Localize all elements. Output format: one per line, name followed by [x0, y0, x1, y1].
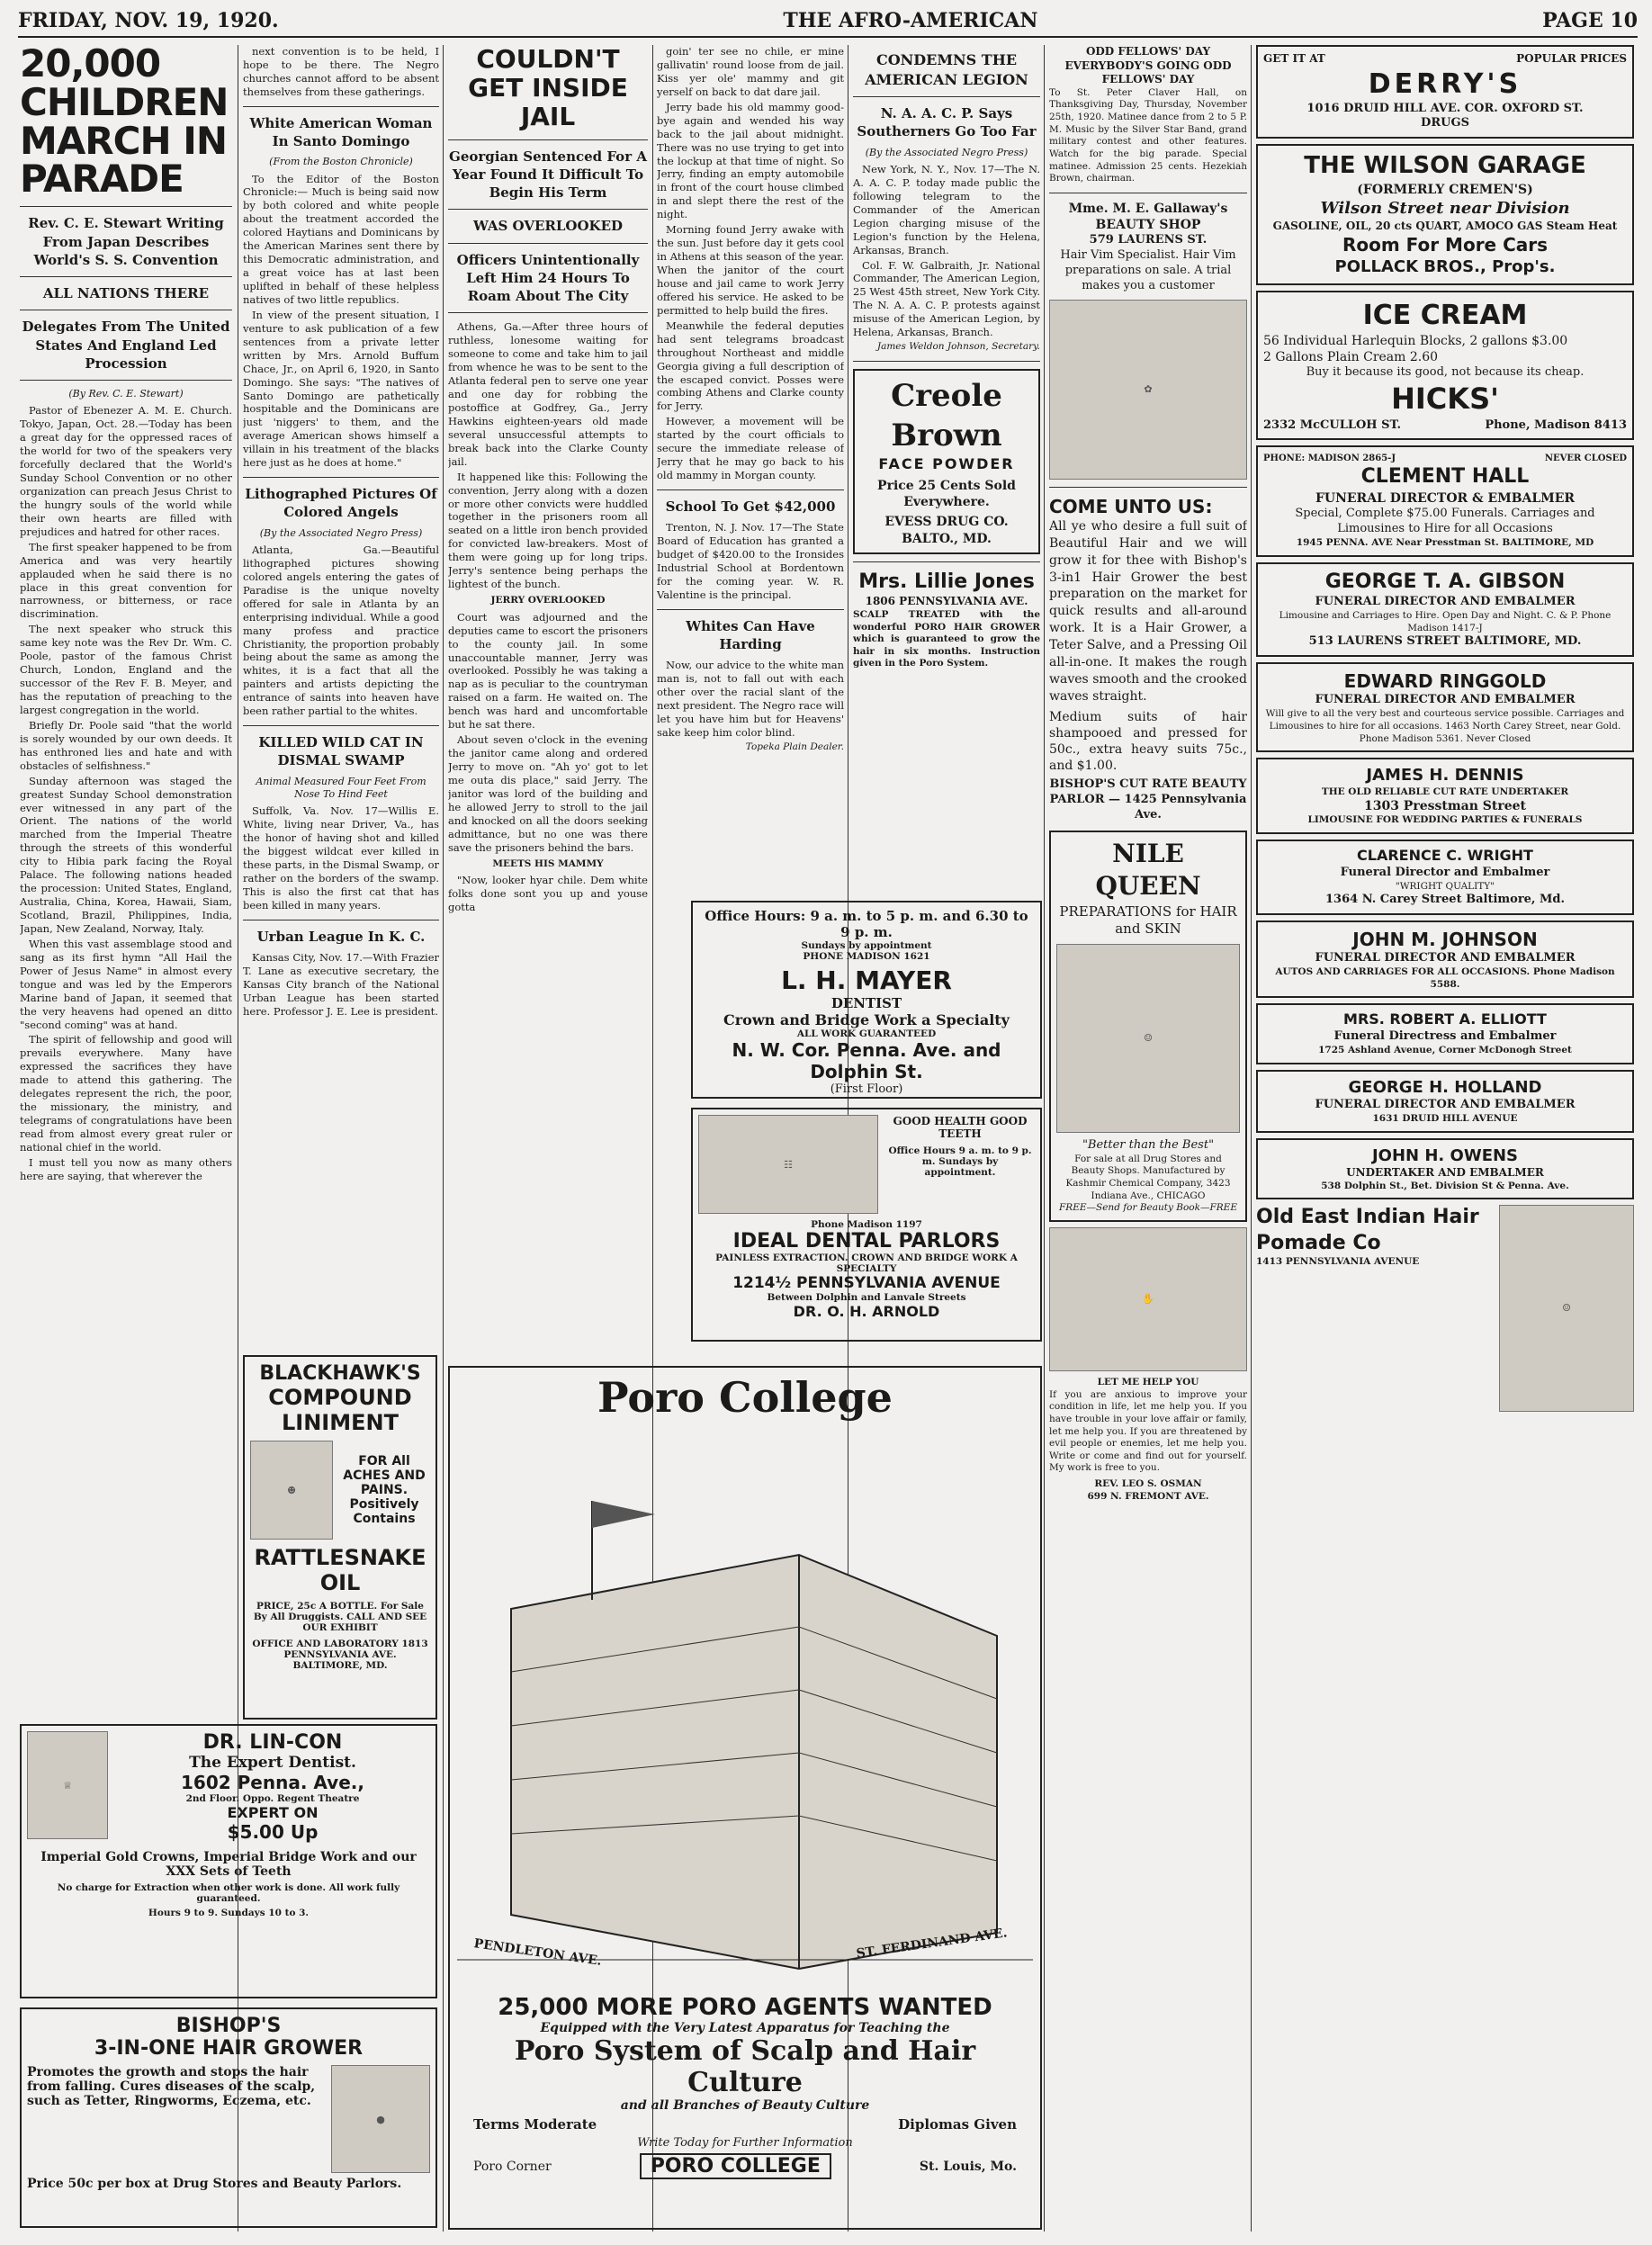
ad-price: Price 50c per box at Drug Stores and Beauty Parlors. — [27, 2177, 402, 2191]
ad-title: L. H. MAYER — [781, 965, 952, 995]
paragraph: Sunday afternoon was staged the greatest Sunday School demonstration ever witnessed in any part of the Orient. The nations of the world marched from the Imperial Theatre through the streets of this wonderful city to Hibia park facing the Royal Palace. The following nations headed the procession: United States, England, Australia, China, Korea, Hawaii, Siam, Scotland, Brazil, Philippines, India, Japan, New Zealand, Norway, Italy. — [20, 774, 232, 935]
ad-text: Poro System of Scalp and Hair Culture — [514, 2035, 976, 2098]
ad-text: FREE—Send for Beauty Book—FREE — [1059, 1202, 1237, 1214]
ad-phone: Phone, Madison 8413 — [1485, 418, 1627, 432]
page-number: PAGE 10 — [1542, 9, 1638, 32]
ad-subtitle: FUNERAL DIRECTOR AND EMBALMER — [1315, 951, 1576, 965]
column-4 — [657, 45, 844, 909]
paragraph: In view of the present situation, I venture to ask publication of a few sentences from a private letter written by Mrs. Arnold Buffum Chace, Jr., on April 6, 1920, in Santo Domingo. She says: "The natives of Santo Domingo are pathetically hospitable and the Dominicans are just 'niggers' to them, and the average American shows himself a villain in his treatment of the blacks here just as he does at home." — [243, 308, 439, 470]
article-children-march — [20, 404, 232, 1182]
ad-address: 1016 DRUID HILL AVE. COR. OXFORD ST. — [1306, 101, 1584, 115]
ad-mayer-dentist — [691, 901, 1042, 1099]
subhead-overlooked: WAS OVERLOOKED — [472, 218, 624, 235]
paragraph: To the Editor of the Boston Chronicle:— Much is being said now by both colored and white people about the treatment accorded the colored Haytians and Dominicans by the American Marines sent there by this Democratic administration, and a great voice has at last been uplifted in behalf of these helpless natives of two little republics. — [243, 172, 439, 306]
ad-price: 2 Gallons Plain Cream 2.60 — [1263, 349, 1439, 364]
paragraph: Trenton, N. J. Nov. 17—The State Board of Education has granted a budget of $420.00 to the Ironsides Industrial School at Bordentown for the coming year. W. R. Valentine is the principal. — [657, 521, 844, 601]
ad-product: RATTLESNAKE OIL — [254, 1545, 426, 1595]
ad-phone: Phone Madison 1197 — [811, 1219, 922, 1230]
ad-text: For sale at all Drug Stores and Beauty Shops. Manufactured by Kashmir Chemical Company, 3423 Indiana Ave., CHICAGO — [1065, 1153, 1231, 1201]
ad-price: PRICE, 25c A BOTTLE. For Sale By All Druggists. CALL AND SEE OUR EXHIBIT — [253, 1601, 427, 1633]
ad-text: Terms Moderate — [473, 2116, 597, 2133]
signature: James Weldon Johnson, Secretary. — [876, 341, 1040, 353]
decorative-illustration-icon: ✿ — [1049, 300, 1247, 480]
ad-gibson — [1256, 562, 1634, 658]
ad-text: (FORMERLY CREMEN'S) — [1357, 183, 1533, 198]
street-label: ST. FERDINAND AVE. — [855, 1926, 1009, 1962]
ad-title: JOHN M. JOHNSON — [1352, 929, 1538, 951]
paragraph: Athens, Ga.—After three hours of ruthless, lonesome waiting for someone to come and take him to jail from whence he was to be sent to the Atlanta federal pen to serve one year and one day for robbing the postoffice at Godfrey, Ga., Jerry Hawkins eighteen-years old made several unsuccessful attempts to break back into the Clarke County jail. — [448, 320, 648, 468]
ad-company: EVESS DRUG CO. BALTO., MD. — [884, 515, 1009, 546]
paragraph: "Now, looker hyar chile. Dem white folks done sont you up and youse gotta — [448, 874, 648, 914]
ad-subtitle: DENTIST — [830, 995, 902, 1011]
ad-price: Price 25 Cents Sold Everywhere. — [877, 478, 1016, 510]
ad-text: DRUGS — [1421, 116, 1469, 130]
building-icon — [457, 1429, 1033, 1987]
column-rule — [1044, 45, 1045, 2232]
ad-address: 1945 PENNA. AVE Near Presstman St. BALTIMORE, MD — [1296, 537, 1594, 549]
ad-address: 1725 Ashland Avenue, Corner McDonogh Street — [1318, 1045, 1572, 1056]
ad-text: Buy it because its good, not because its cheap. — [1306, 365, 1585, 380]
subhead-naacp: N. A. A. C. P. Says Southerners Go Too Far — [857, 105, 1037, 140]
ad-dennis — [1256, 758, 1634, 834]
ad-product: 3-IN-ONE HAIR GROWER — [94, 2037, 364, 2060]
paragraph: goin' ter see no chile, er mine gallivatin' round loose from de jail. Kiss yer ole' mammy and git yerself on back to dat dare jail. — [657, 45, 844, 98]
ad-poro-college — [448, 1366, 1042, 2230]
jar-icon: ● — [331, 2065, 430, 2173]
ad-wilson-garage — [1256, 144, 1634, 284]
ad-lillie-jones — [853, 570, 1040, 670]
paragraph: It happened like this: Following the convention, Jerry along with a dozen or more other convicts were huddled together in the prisoners room all seated on a little iron bench provided for convicted law-breakers. Most of them were going up for long trips. Jerry's sentence being perhaps the lightest of the bunch. — [448, 470, 648, 591]
ad-address: 1413 PENNSYLVANIA AVENUE — [1256, 1256, 1420, 1268]
ad-nile-queen — [1049, 831, 1247, 1222]
ad-text: FOR All ACHES AND PAINS. Positively Contains — [343, 1454, 426, 1526]
ad-text: (First Floor) — [830, 1082, 903, 1096]
paragraph: When this vast assemblage stood and sang as its first hymn "All Hail the Power of Jesus Name" in almost every tongue and was led by the Emperors Marine band of Japan, it seemed that the very heavens had opened an ditto "second coming" was at hand. — [20, 937, 232, 1031]
ad-text: If you are anxious to improve your condition in life, let me help you. If you have trouble in your love affair or family, let me help you. If you are threatened by evil people or enemies, let me help you. Write or come and find out for yourself. My work is free to you. — [1049, 1388, 1247, 1474]
ad-text: AUTOS AND CARRIAGES FOR ALL OCCASIONS. Phone Madison 5588. — [1275, 966, 1615, 990]
headline-jail: COULDN'T GET INSIDE JAIL — [468, 45, 628, 132]
ad-ringgold — [1256, 662, 1634, 752]
ad-bishop-parlor: BISHOP'S CUT RATE BEAUTY PARLOR — 1425 Pennsylvania Ave. — [1049, 777, 1247, 822]
ad-bishops-hair-grower — [20, 2007, 437, 2228]
paragraph: About seven o'clock in the evening the janitor came along and ordered Jerry to move on. "Ah yo' got to let me outa dis place," said Jerry. The janitor was lord of the building and he allowed Jerry to stroll to the jail and knocked on all the doors seeking admittance, but no one was there save the prisoners behind the bars. — [448, 733, 648, 854]
headline-legion: CONDEMNS THE AMERICAN LEGION — [865, 51, 1028, 88]
ad-address: OFFICE AND LABORATORY 1813 PENNSYLVANIA AVE. BALTIMORE, MD. — [252, 1639, 428, 1671]
ad-ideal-dental — [691, 1108, 1042, 1342]
ad-clement-hall — [1256, 445, 1634, 556]
crown-tooth-icon: ♕ — [27, 1731, 108, 1839]
ad-text: 2nd Floor. Oppo. Regent Theatre — [185, 1793, 360, 1804]
woman-portrait-icon: ☺ — [1056, 944, 1240, 1133]
paragraph: Kansas City, Nov. 17.—With Frazier T. Lane as executive secretary, the Kansas City branch of the National Urban League has been started here. Professor J. E. Lee is president. — [243, 951, 439, 1018]
column-5 — [853, 45, 1040, 909]
subhead-stewart: Rev. C. E. Stewart Writing From Japan Describes World's S. S. Convention — [28, 215, 224, 268]
ad-address: 1303 Presstman Street — [1363, 799, 1527, 814]
ad-title: LET ME HELP YOU — [1097, 1376, 1199, 1387]
ad-title: BISHOP'S — [175, 2015, 282, 2037]
ad-text: SCALP TREATED with the wonderful PORO HAIR GROWER which is guaranteed to grow the hair in six months. Instruction given in the Poro System. — [853, 608, 1040, 669]
ad-price: 56 Individual Harlequin Blocks, 2 gallons $3.00 — [1263, 333, 1568, 348]
column-rule — [443, 45, 444, 2232]
ad-title: Creole Brown — [891, 377, 1002, 453]
ad-subtitle: FUNERAL DIRECTOR AND EMBALMER — [1315, 693, 1576, 707]
poro-building-illustration — [455, 1429, 1035, 1987]
paragraph: The first speaker happened to be from America and was very heartily applauded when he said there is no place in this great convention for narrowness, or bitterness, or race discrimination. — [20, 540, 232, 621]
street-label: PENDLETON AVE. — [472, 1936, 603, 1969]
ad-address: 1806 PENNSYLVANIA AVE. — [865, 595, 1028, 608]
ad-subtitle: FUNERAL DIRECTOR & EMBALMER — [1315, 491, 1576, 507]
ad-subtitle: COMPOUND LINIMENT — [268, 1385, 412, 1435]
paragraph: The next speaker who struck this same key note was the Rev Dr. Wm. C. Poole, pastor of the famous Christ Church, London, England and the successor of the Rev F. B. Meyer, and has the reputation of preaching to the largest congregation in the world. — [20, 623, 232, 716]
subhead-georgian: Georgian Sentenced For A Year Found It Difficult To Begin His Term — [449, 148, 647, 202]
paragraph: Suffolk, Va. Nov. 17—Willis E. White, living near Driver, Va., has the honor of having shot and killed the biggest wildcat ever killed in these parts, in the Dismal Swamp, or rather on the borders of the swamp. This is also the first cat that has been killed in many years. — [243, 804, 439, 911]
paragraph: Meanwhile the federal deputies had sent telegrams broadcast throughout Northeast and middle Georgia giving a full description of the escaped convict. Posses were combing Athens and Clarke county for Jerry. — [657, 319, 844, 413]
ad-subtitle: PREPARATIONS for HAIR and SKIN — [1059, 902, 1237, 938]
ad-title: THE WILSON GARAGE — [1304, 152, 1586, 180]
ad-address: 538 Dolphin St., Bet. Division St & Penna. Ave. — [1321, 1180, 1569, 1191]
ad-text: Promotes the growth and stops the hair from falling. Cures diseases of the scalp, such as Tetter, Ringworms, Eczema, etc. — [27, 2065, 316, 2108]
column-rule — [1251, 45, 1252, 2232]
ad-price: $5.00 Up — [227, 1821, 319, 1843]
ad-address: 513 LAURENS STREET BALTIMORE, MD. — [1308, 634, 1582, 649]
ad-phone: PHONE: MADISON 2865-J — [1263, 453, 1396, 464]
ad-text: "WRIGHT QUALITY" — [1395, 880, 1495, 892]
ad-text: EXPERT ON — [227, 1804, 319, 1821]
ad-title: EDWARD RINGGOLD — [1343, 670, 1547, 693]
ad-address: 2332 McCULLOH ST. — [1263, 418, 1402, 432]
ad-hours: Office Hours 9 a. m. to 9 p. m. Sundays by appointment. — [888, 1145, 1032, 1178]
headline-urban-league: Urban League In K. C. — [256, 928, 426, 945]
ad-text: Diplomas Given — [898, 2116, 1017, 2133]
column-2 — [243, 45, 439, 1530]
ad-address: 1602 Penna. Ave., — [181, 1772, 364, 1793]
ad-title: NILE QUEEN — [1095, 839, 1201, 902]
ad-text: Sundays by appointment — [801, 940, 932, 951]
section-head: JERRY OVERLOOKED — [490, 595, 606, 606]
ad-text: Special, Complete $75.00 Funerals. Carriages and Limousines to Hire for all Occasions — [1295, 507, 1595, 536]
ad-holland — [1256, 1070, 1634, 1133]
ad-title: DR. LIN-CON — [202, 1731, 343, 1754]
ad-title: Poro College — [597, 1373, 893, 1422]
ad-creole-brown — [853, 369, 1040, 554]
headline-children-march: 20,000 CHILDREN MARCH IN PARADE — [20, 45, 229, 202]
teeth-illustration-icon: ☷ — [698, 1115, 878, 1214]
headline-colored-angels: Lithographed Pictures Of Colored Angels — [245, 486, 437, 521]
ad-text: GET IT AT — [1263, 52, 1325, 65]
paragraph: Court was adjourned and the deputies came to escort the prisoners to the county jail. In some unaccountable manner, Jerry was overlooked. Possibly he was taking a nap as is peculiar to the countryman raised on a farm. He waited on. The bench was hard and uncomfortable but he sat there. — [448, 610, 648, 732]
column-3 — [448, 45, 648, 1359]
ad-title: CLEMENT HALL — [1360, 465, 1530, 489]
ad-text: Equipped with the Very Latest Apparatus for Teaching the — [540, 2021, 950, 2035]
ad-johnson — [1256, 920, 1634, 998]
ad-doctor: DR. O. H. ARNOLD — [793, 1303, 940, 1320]
paragraph: Pastor of Ebenezer A. M. E. Church. Tokyo, Japan, Oct. 28.—Today has been a great day for the oppressed races of the world for two of the speakers very forcefully declared that the World's Sunday School Convention or no other organization can preach Jesus Christ to the hungry souls of the world while their own hearts are filled with prejudices and hatred for other races. — [20, 404, 232, 538]
ad-east-indian-pomade — [1256, 1205, 1634, 1412]
ad-signature: REV. LEO S. OSMAN — [1094, 1478, 1202, 1490]
headline-harding: Whites Can Have Harding — [686, 617, 815, 653]
ad-title: JOHN H. OWENS — [1371, 1145, 1519, 1165]
subhead: Animal Measured Four Feet From Nose To Hind Feet — [256, 775, 426, 800]
chief-portrait-icon: ☻ — [250, 1441, 333, 1540]
ad-title: Old East Indian Hair Pomade Co — [1256, 1206, 1479, 1254]
ad-tagline: "Better than the Best" — [1082, 1137, 1215, 1152]
ad-text: LIMOUSINE FOR WEDDING PARTIES & FUNERALS — [1307, 814, 1583, 826]
ad-gallaway — [1049, 201, 1247, 294]
ad-subtitle: FUNERAL DIRECTOR AND EMBALMER — [1315, 595, 1576, 609]
ad-odd-fellows-title: ODD FELLOWS' DAY EVERYBODY'S GOING ODD FELLOWS' DAY — [1064, 45, 1232, 86]
ad-text: Hair Vim Specialist. Hair Vim preparations on sale. A trial makes you a customer — [1060, 248, 1236, 292]
ad-owner: POLLACK BROS., Prop's. — [1334, 257, 1556, 277]
column-7 — [1256, 45, 1634, 2232]
ad-address: 1631 DRUID HILL AVENUE — [1372, 1113, 1518, 1125]
ad-dr-lin-con — [20, 1724, 437, 1998]
ad-owens — [1256, 1138, 1634, 1200]
paragraph: I must tell you now as many others here are saying, that wherever the — [20, 1155, 232, 1182]
ad-text: No charge for Extraction when other work is done. All work fully guaranteed. — [57, 1882, 400, 1904]
subhead-officers: Officers Unintentionally Left Him 24 Hours To Roam About The City — [456, 251, 640, 305]
paragraph: Col. F. W. Galbraith, Jr. National Commander, The American Legion, 25 West 45th street, New York City. The N. A. A. C. P. protests against misuse of the American Legion, by Helena, Arkansas, Branch. — [853, 258, 1040, 339]
ad-title: BLACKHAWK'S — [259, 1362, 421, 1385]
ad-subtitle: Funeral Director and Embalmer — [1340, 865, 1550, 879]
hand-illustration-icon: ✋ — [1049, 1227, 1247, 1371]
ad-title: Mme. M. E. Gallaway's BEAUTY SHOP — [1068, 201, 1228, 233]
byline: (By the Associated Negro Press) — [865, 146, 1028, 158]
paragraph: Morning found Jerry awake with the sun. Just before day it gets cool in Athens at this season of the year. When the janitor of the court house and jail came to work Jerry offered his service. He asked to be permitted to help build the fires. — [657, 223, 844, 317]
paragraph: Now, our advice to the white man man is, not to fall out with each other over the racial slant of the next president. The Negro race will let you have him but for Heavens' sake keep him color blind. — [657, 659, 844, 740]
byline: (By the Associated Negro Press) — [259, 526, 423, 539]
ad-title: ICE CREAM — [1362, 299, 1528, 331]
ad-subtitle: FUNERAL DIRECTOR AND EMBALMER — [1315, 1098, 1576, 1112]
paragraph: Atlanta, Ga.—Beautiful lithographed pictures showing colored angels entering the gates of Paradise is the unique novelty offered for sale in Atlanta by an enterprising individual. While a good many profess and practice Christianity, the proportion probably being about the same as among the whites, it is a fact that all the painters and artists depicting the entrance of saints into heaven have been rather partial to the whites. — [243, 543, 439, 718]
ad-address: 699 N. FREMONT AVE. — [1087, 1490, 1209, 1502]
ad-subtitle: The Expert Dentist. — [189, 1754, 356, 1772]
ad-text: Crown and Bridge Work a Specialty — [723, 1011, 1010, 1028]
ad-headline: 25,000 MORE PORO AGENTS WANTED — [498, 1994, 992, 2021]
ad-hours: Office Hours: 9 a. m. to 5 p. m. and 6.30 to 9 p. m. — [705, 908, 1028, 940]
ad-address: Wilson Street near Division — [1320, 199, 1570, 219]
ad-elliott — [1256, 1003, 1634, 1064]
ad-text: GOOD HEALTH GOOD TEETH — [893, 1115, 1028, 1140]
ad-title: GEORGE T. A. GIBSON — [1324, 570, 1566, 593]
ad-text: POPULAR PRICES — [1516, 52, 1627, 65]
ad-subtitle: FACE POWDER — [878, 455, 1015, 473]
paper-name: THE AFRO-AMERICAN — [783, 9, 1038, 32]
ad-title: Mrs. Lillie Jones — [858, 570, 1035, 593]
ad-phone: PHONE MADISON 1621 — [803, 951, 930, 962]
subhead-nations: ALL NATIONS THERE — [42, 285, 210, 302]
ad-title: IDEAL DENTAL PARLORS — [732, 1230, 1001, 1253]
ad-text: Between Dolphin and Lanvale Streets — [767, 1292, 966, 1303]
ad-subtitle: Funeral Directress and Embalmer — [1333, 1029, 1557, 1044]
ad-address: 579 LAURENS ST. — [1089, 233, 1208, 247]
ad-subtitle: UNDERTAKER AND EMBALMER — [1346, 1166, 1544, 1180]
ad-logo-text: PORO COLLEGE — [640, 2153, 831, 2179]
ad-text: Imperial Gold Crowns, Imperial Bridge Work and our XXX Sets of Teeth — [40, 1850, 417, 1879]
ad-text: Medium suits of hair shampooed and pressed for 50c., extra heavy suits 75c., and $1.00. — [1049, 709, 1247, 774]
ad-text: Room For More Cars — [1342, 234, 1549, 256]
ad-hicks-ice-cream — [1256, 291, 1634, 441]
paragraph: However, a movement will be started by the court officials to secure the immediate release of Jerry that he may go back to his old mammy in Morgan county. — [657, 415, 844, 482]
paragraph: Jerry bade his old mammy good-bye again and wended his way back to the jail about midnight. There was no use trying to get into the lockup at that time of night. So Jerry, finding an empty automobile in front of the court house climbed in and slept there the rest of the night. — [657, 100, 844, 221]
headline-santo-domingo: White American Woman In Santo Domingo — [249, 114, 433, 149]
ad-title: DERRY'S — [1368, 67, 1522, 100]
ad-odd-fellows-text: To St. Peter Claver Hall, on Thanksgiving Day, Thursday, November 25th, 1920. Matinee dance from 2 to 5 P. M. Music by the Silver Star Band, grand military contest and other features. Watch for the big parade. Special matinee. Admission 25 cents. Hezekiah Brown, chairman. — [1049, 86, 1247, 184]
ad-title: JAMES H. DENNIS — [1366, 766, 1524, 786]
paragraph: The spirit of fellowship and good will prevails everywhere. Many have expressed the sacrifices they have made to attend this gathering. The delegates represent the rich, the poor, the missionary, the ministry, and telegrams of congratulations have been read from almost every great ruler or national chief in the world. — [20, 1033, 232, 1154]
column-6 — [1049, 45, 1247, 2232]
byline-stewart: (By Rev. C. E. Stewart) — [68, 388, 184, 400]
ad-text: ALL WORK GUARANTEED — [796, 1028, 937, 1039]
ad-wright — [1256, 840, 1634, 915]
headline-school: School To Get $42,000 — [665, 498, 836, 515]
ad-text: Limousine and Carriages to Hire. Open Day and Night. C. & P. Phone Madison 1417-J — [1279, 610, 1612, 633]
paragraph: New York, N. Y., Nov. 17—The N. A. A. C. P. today made public the following telegram to the Commander of the American Legion charging misuse of the Legion's function by the Helena, Arkansas, Branch. — [853, 162, 1040, 256]
attribution: Topeka Plain Dealer. — [745, 741, 844, 752]
ad-address: N. W. Cor. Penna. Ave. and Dolphin St. — [732, 1039, 1001, 1082]
paragraph: next convention is to be held, I hope to be there. The Negro churches cannot afford to be absent themselves from these gatherings. — [243, 45, 439, 98]
ad-derrys — [1256, 45, 1634, 139]
ad-text: and all Branches of Beauty Culture — [620, 2098, 870, 2113]
ad-brand: HICKS' — [1391, 382, 1499, 416]
ad-text: Will give to all the very best and courteous service possible. Carriages and Limousines to hire for all occasions. 1463 North Carey Street, near Gold. Phone Madison 5361. Never Closed — [1265, 708, 1625, 744]
headline-wild-cat: KILLED WILD CAT IN DISMAL SWAMP — [258, 734, 424, 769]
ad-title: MRS. ROBERT A. ELLIOTT — [1343, 1010, 1547, 1028]
issue-date: FRIDAY, NOV. 19, 1920. — [18, 9, 279, 32]
ad-address: 1214½ PENNSYLVANIA AVENUE — [732, 1274, 1001, 1292]
ad-text: Poro Corner — [473, 2159, 552, 2174]
ad-address: 1364 N. Carey Street Baltimore, Md. — [1325, 893, 1565, 907]
ad-hours: Hours 9 to 9. Sundays 10 to 3. — [148, 1908, 310, 1918]
ad-text: PAINLESS EXTRACTION. CROWN AND BRIDGE WORK A SPECIALTY — [715, 1253, 1018, 1274]
masthead — [18, 5, 1638, 38]
byline: (From the Boston Chronicle) — [269, 156, 413, 168]
section-head: MEETS HIS MAMMY — [492, 858, 604, 869]
ad-title: CLARENCE C. WRIGHT — [1357, 847, 1533, 865]
ad-title: COME UNTO US: — [1049, 495, 1213, 517]
ad-title: GEORGE H. HOLLAND — [1348, 1077, 1542, 1097]
ad-subtitle: THE OLD RELIABLE CUT RATE UNDERTAKER — [1321, 786, 1569, 797]
ad-text: GASOLINE, OIL, 20 cts QUART, AMOCO GAS Steam Heat — [1272, 219, 1618, 232]
ad-blackhawk-liniment — [243, 1355, 437, 1720]
paragraph: Briefly Dr. Poole said "that the world is sorely wounded by our own deeds. It has enthroned lies and hate and with obstacles of selfishness." — [20, 718, 232, 772]
ad-text: St. Louis, Mo. — [919, 2159, 1017, 2174]
woman-long-hair-icon: ☺ — [1499, 1205, 1634, 1412]
subhead-delegates: Delegates From The United States And England Led Procession — [22, 319, 230, 372]
ad-text: NEVER CLOSED — [1544, 453, 1627, 464]
ad-text: Write Today for Further Information — [637, 2136, 853, 2150]
ad-text: All ye who desire a full suit of Beautiful Hair and we will grow it for thee with Bishop's 3-in1 Hair Grower the best preparation on the market for quick results and all-around work. It is a Hair Grower, a Teter Salve, and a Pressing Oil all-in-one. It makes the rough waves smooth and the crooked waves straight. — [1049, 518, 1247, 704]
